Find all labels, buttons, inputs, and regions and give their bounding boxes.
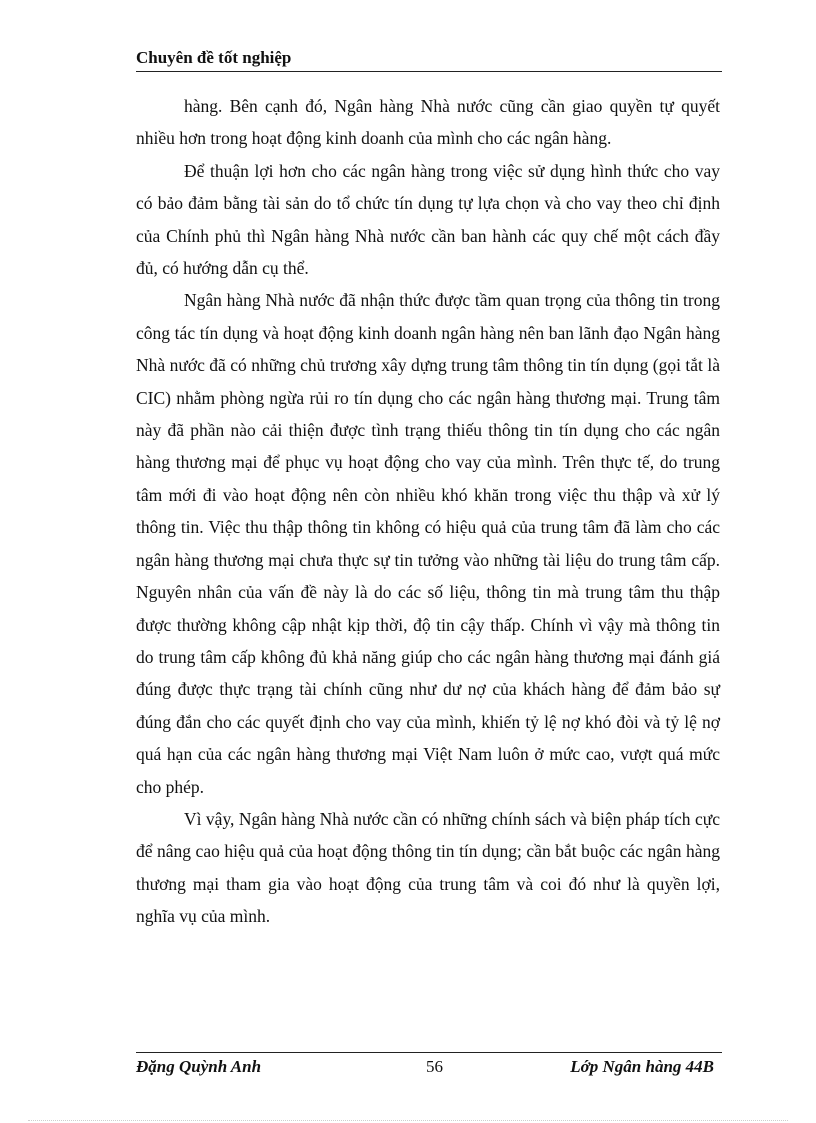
footer-author: Đặng Quỳnh Anh — [136, 1057, 262, 1076]
paragraph-2: Để thuận lợi hơn cho các ngân hàng trong việc sử dụng hình thức cho vay có bảo đảm bằng tài sản do tổ chức tín dụng tự lựa chọn và cho vay theo chỉ định của Chính phủ thì Ngân hàng Nhà nước cần ban hành các quy chế một cách đầy đủ, có hướng dẫn cụ thể. — [136, 160, 720, 279]
page-header — [136, 48, 722, 72]
paragraph-1: hàng. Bên cạnh đó, Ngân hàng Nhà nước cũng cần giao quyền tự quyết nhiều hơn trong hoạt động kinh doanh của mình cho các ngân hàng. — [136, 96, 720, 149]
page-content — [136, 90, 720, 933]
page-bottom-divider — [28, 1120, 788, 1121]
paragraph-3: Ngân hàng Nhà nước đã nhận thức được tầm quan trọng của thông tin trong công tác tín dụng và hoạt động kinh doanh ngân hàng nên ban lãnh đạo Ngân hàng Nhà nước đã có những chủ trương xây dựng trung tâm thông tin tín dụng (gọi tắt là CIC) nhằm phòng ngừa rủi ro tín dụng cho các ngân hàng thương mại. Trung tâm này đã phần nào cải thiện được tình trạng thiếu thông tin tín dụng cho các ngân hàng thương mại để phục vụ hoạt động cho vay của mình. Trên thực tế, do trung tâm mới đi vào hoạt động nên còn nhiều khó khăn trong việc thu thập và xử lý thông tin. Việc thu thập thông tin không có hiệu quả của trung tâm đã làm cho các ngân hàng thương mại chưa thực sự tin tưởng vào những tài liệu do trung tâm cấp. Nguyên nhân của vấn đề này là do các số liệu, thông tin mà trung tâm thu thập được thường không cập nhật kịp thời, độ tin cậy thấp. Chính vì vậy mà thông tin do trung tâm cấp không đủ khả năng giúp cho các ngân hàng thương mại đánh giá đúng được thực trạng tài chính cũng như dư nợ của khách hàng để đảm bảo sự đúng đắn cho các quyết định cho vay của mình, khiến tỷ lệ nợ khó đòi và tỷ lệ nợ quá hạn của các ngân hàng thương mại Việt Nam luôn ở mức cao, vượt quá mức cho phép. — [136, 290, 720, 797]
paragraph-4: Vì vậy, Ngân hàng Nhà nước cần có những chính sách và biện pháp tích cực để nâng cao hiệu quả của hoạt động thông tin tín dụng; cần bắt buộc các ngân hàng thương mại tham gia vào hoạt động của trung tâm và coi đó như là quyền lợi, nghĩa vụ của mình. — [136, 808, 720, 927]
page-number: 56 — [426, 1057, 443, 1076]
document-title: Chuyên đề tốt nghiệp — [136, 48, 292, 67]
footer-class: Lớp Ngân hàng 44B — [570, 1057, 714, 1076]
page-footer — [136, 1052, 722, 1081]
